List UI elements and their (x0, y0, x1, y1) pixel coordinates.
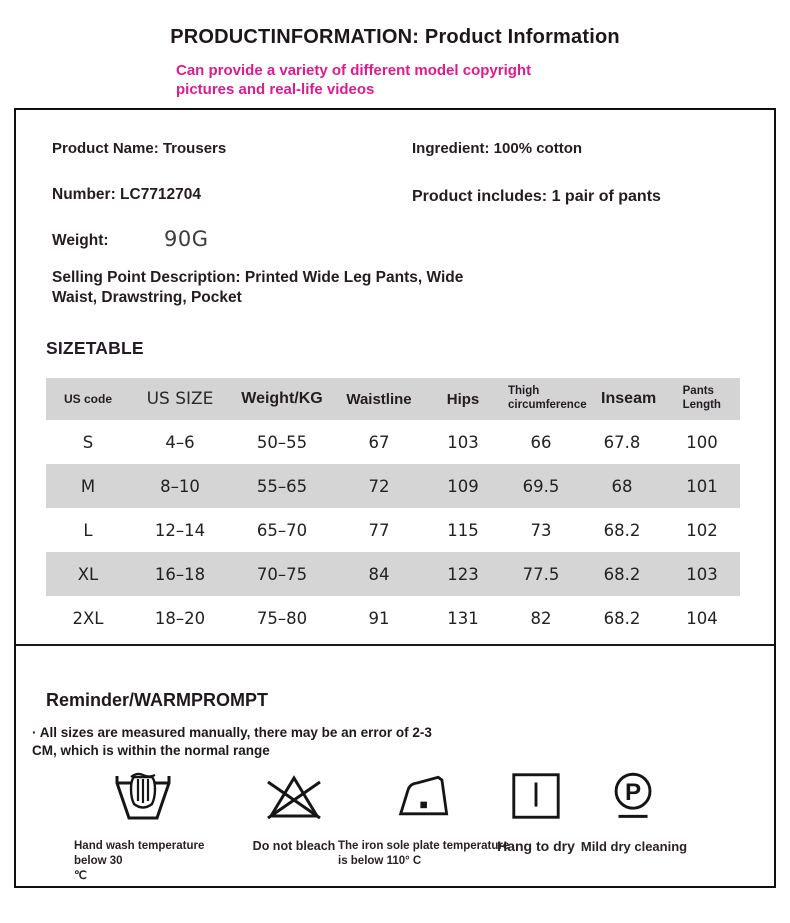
size-table (46, 378, 740, 640)
table-cell: 2XL (72, 608, 104, 628)
table-cell: 115 (447, 520, 479, 540)
table-cell: 70–75 (256, 564, 308, 584)
table-cell: 77 (368, 520, 390, 540)
reminder-note-line: CM, which is within the normal range (32, 743, 270, 758)
page-subtitle (176, 61, 531, 99)
weight-label: Weight: (52, 232, 109, 249)
table-row (46, 508, 740, 552)
table-cell: 72 (368, 476, 390, 496)
column-header: US SIZE (146, 389, 214, 409)
table-cell: 68.2 (603, 520, 641, 540)
table-cell: 131 (447, 608, 479, 628)
table-cell: 12–14 (154, 520, 206, 540)
table-cell: L (83, 520, 93, 540)
svg-text:P: P (624, 778, 642, 806)
page-subtitle-line: Can provide a variety of different model copyright (176, 62, 532, 79)
page-title: PRODUCTINFORMATION: Product Information (170, 26, 620, 48)
reminder-note (32, 724, 507, 760)
table-cell: 68 (611, 476, 633, 496)
product-name-field: Product Name: Trousers (52, 140, 227, 157)
table-row (46, 464, 740, 508)
care-label: Mild dry cleaning (580, 839, 688, 854)
reminder-heading: Reminder/WARMPROMPT (46, 690, 269, 710)
table-cell: 103 (447, 432, 479, 452)
page-subtitle-line: pictures and real-life videos (176, 81, 375, 98)
selling-point-description (52, 268, 532, 308)
table-cell: 109 (447, 476, 479, 496)
table-cell: 4–6 (165, 432, 195, 452)
reminder-note-line: · All sizes are measured manually, there may be an error of 2-3 (32, 725, 432, 740)
column-header: Waistline (346, 390, 412, 408)
table-cell: 16–18 (154, 564, 206, 584)
care-label: Do not bleach (252, 839, 336, 853)
table-cell: 67 (368, 432, 390, 452)
table-cell: 100 (686, 432, 718, 452)
table-cell: 102 (686, 520, 718, 540)
table-row (46, 420, 740, 464)
size-table-heading: SIZETABLE (46, 338, 144, 358)
table-cell: 104 (686, 608, 718, 628)
table-cell: 84 (368, 564, 390, 584)
info-box (14, 108, 776, 888)
table-cell: 75–80 (256, 608, 308, 628)
care-item-mild-dry-cleaning (572, 768, 696, 854)
table-cell: 18–20 (154, 608, 206, 628)
table-cell: 67.8 (603, 432, 641, 452)
mild-dry-clean-icon (572, 768, 696, 832)
table-cell: 123 (447, 564, 479, 584)
table-cell: M (80, 476, 96, 496)
table-cell: 77.5 (522, 564, 560, 584)
table-cell: S (82, 432, 94, 452)
table-cell: 8–10 (160, 476, 200, 496)
table-row (46, 552, 740, 596)
table-row (46, 596, 740, 640)
table-cell: 73 (530, 520, 552, 540)
product-includes-field: Product includes: 1 pair of pants (412, 188, 661, 205)
column-header: Inseam (601, 390, 657, 407)
table-cell: 103 (686, 564, 718, 584)
column-header: Weight/KG (241, 390, 323, 407)
column-header: Hips (446, 390, 480, 408)
hand-wash-icon (58, 768, 228, 832)
table-cell: 101 (686, 476, 718, 496)
product-number-field: Number: LC7712704 (52, 186, 202, 203)
table-cell: 68.2 (603, 564, 641, 584)
table-cell: 50–55 (256, 432, 308, 452)
table-cell: 82 (530, 608, 552, 628)
table-cell: 69.5 (522, 476, 560, 496)
care-label: Hang to dry (497, 838, 575, 854)
selling-point-line: Waist, Drawstring, Pocket (52, 289, 242, 306)
column-header: US code (63, 392, 112, 406)
table-cell: 68.2 (603, 608, 641, 628)
selling-point-line: Selling Point Description: Printed Wide Leg Pants, Wide (52, 269, 464, 286)
table-cell: 65–70 (256, 520, 308, 540)
column-header: Pants Length (682, 385, 721, 411)
care-label: The iron sole plate temperature is below 110° C (338, 840, 510, 867)
table-cell: 66 (530, 432, 552, 452)
table-cell: 55–65 (256, 476, 308, 496)
care-label: Hand wash temperature below 30 ℃ (74, 840, 205, 882)
size-table-body (46, 420, 740, 640)
section-divider (16, 644, 774, 646)
column-header: Thigh circumference (508, 385, 587, 411)
weight-value: 90G (164, 227, 209, 251)
ingredient-field: Ingredient: 100% cotton (412, 140, 583, 157)
size-table-header-row (46, 378, 740, 420)
care-item-hand-wash (58, 768, 228, 884)
table-cell: 91 (368, 608, 390, 628)
table-cell: XL (77, 564, 99, 584)
